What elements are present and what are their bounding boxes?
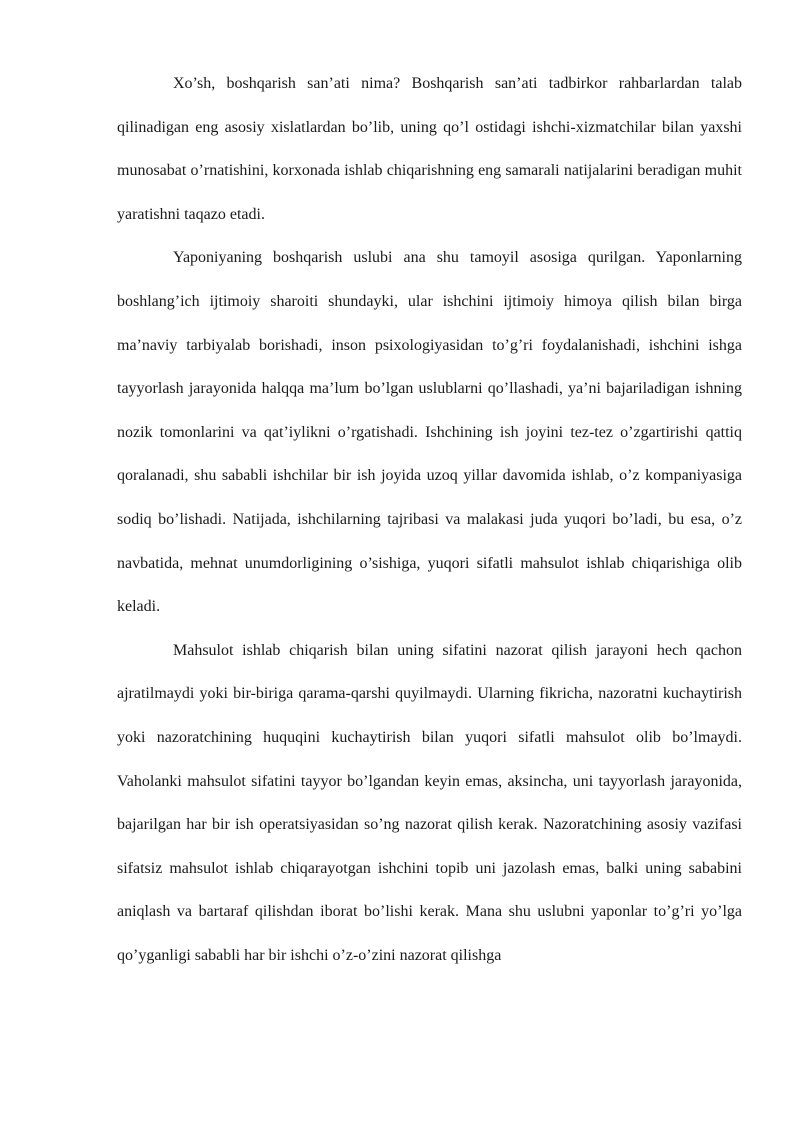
paragraph-japanese-style: Yaponiyaning boshqarish uslubi ana shu tamoyil asosiga qurilgan. Yaponlarning boshlang’ich ijtimoiy sharoiti shundayki, ular ishchini ijtimoiy himoya qilish bilan birga ma’naviy tarbiyalab borishadi, inson psixologiyasidan to’g’ri foydalanishadi, ishchini ishga tayyorlash jarayonida halqqa ma’lum bo’lgan uslublarni qo’llashadi, ya’ni bajariladigan ishning nozik tomonlarini va qat’iylikni o’rgatishadi. Ishchining ish joyini tez-tez o’zgartirishi qattiq qoralanadi, shu sababli ishchilar bir ish joyida uzoq yillar davomida ishlab, o’z kompaniyasiga sodiq bo’lishadi. Natijada, ishchilarning tajribasi va malakasi juda yuqori bo’ladi, bu esa, o’z navbatida, mehnat unumdorligining o’sishiga, yuqori sifatli mahsulot ishlab chiqarishiga olib keladi.: [117, 249, 742, 616]
document-page: [117, 62, 742, 977]
paragraph-quality-control: Mahsulot ishlab chiqarish bilan uning sifatini nazorat qilish jarayoni hech qachon ajratilmaydi yoki bir-biriga qarama-qarshi quyilmaydi. Ularning fikricha, nazoratni kuchaytirish yoki nazoratchining huquqini kuchaytirish bilan yuqori sifatli mahsulot olib bo’lmaydi. Vaholanki mahsulot sifatini tayyor bo’lgandan keyin emas, aksincha, uni tayyorlash jarayonida, bajarilgan har bir ish operatsiyasidan so’ng nazorat qilish kerak. Nazoratchining asosiy vazifasi sifatsiz mahsulot ishlab chiqarayotgan ishchini topib uni jazolash emas, balki uning sababini aniqlash va bartaraf qilishdan iborat bo’lishi kerak. Mana shu uslubni yaponlar to’g’ri yo’lga qo’yganligi sababli har bir ishchi o’z-o’zini nazorat qilishga: [117, 641, 742, 964]
paragraph-management-art: Xo’sh, boshqarish san’ati nima? Boshqarish san’ati tadbirkor rahbarlardan talab qilinadigan eng asosiy xislatlardan bo’lib, uning qo’l ostidagi ishchi-xizmatchilar bilan yaxshi munosabat o’rnatishini, korxonada ishlab chiqarishning eng samarali natijalarini beradigan muhit yaratishni taqazo etadi.: [117, 75, 742, 223]
